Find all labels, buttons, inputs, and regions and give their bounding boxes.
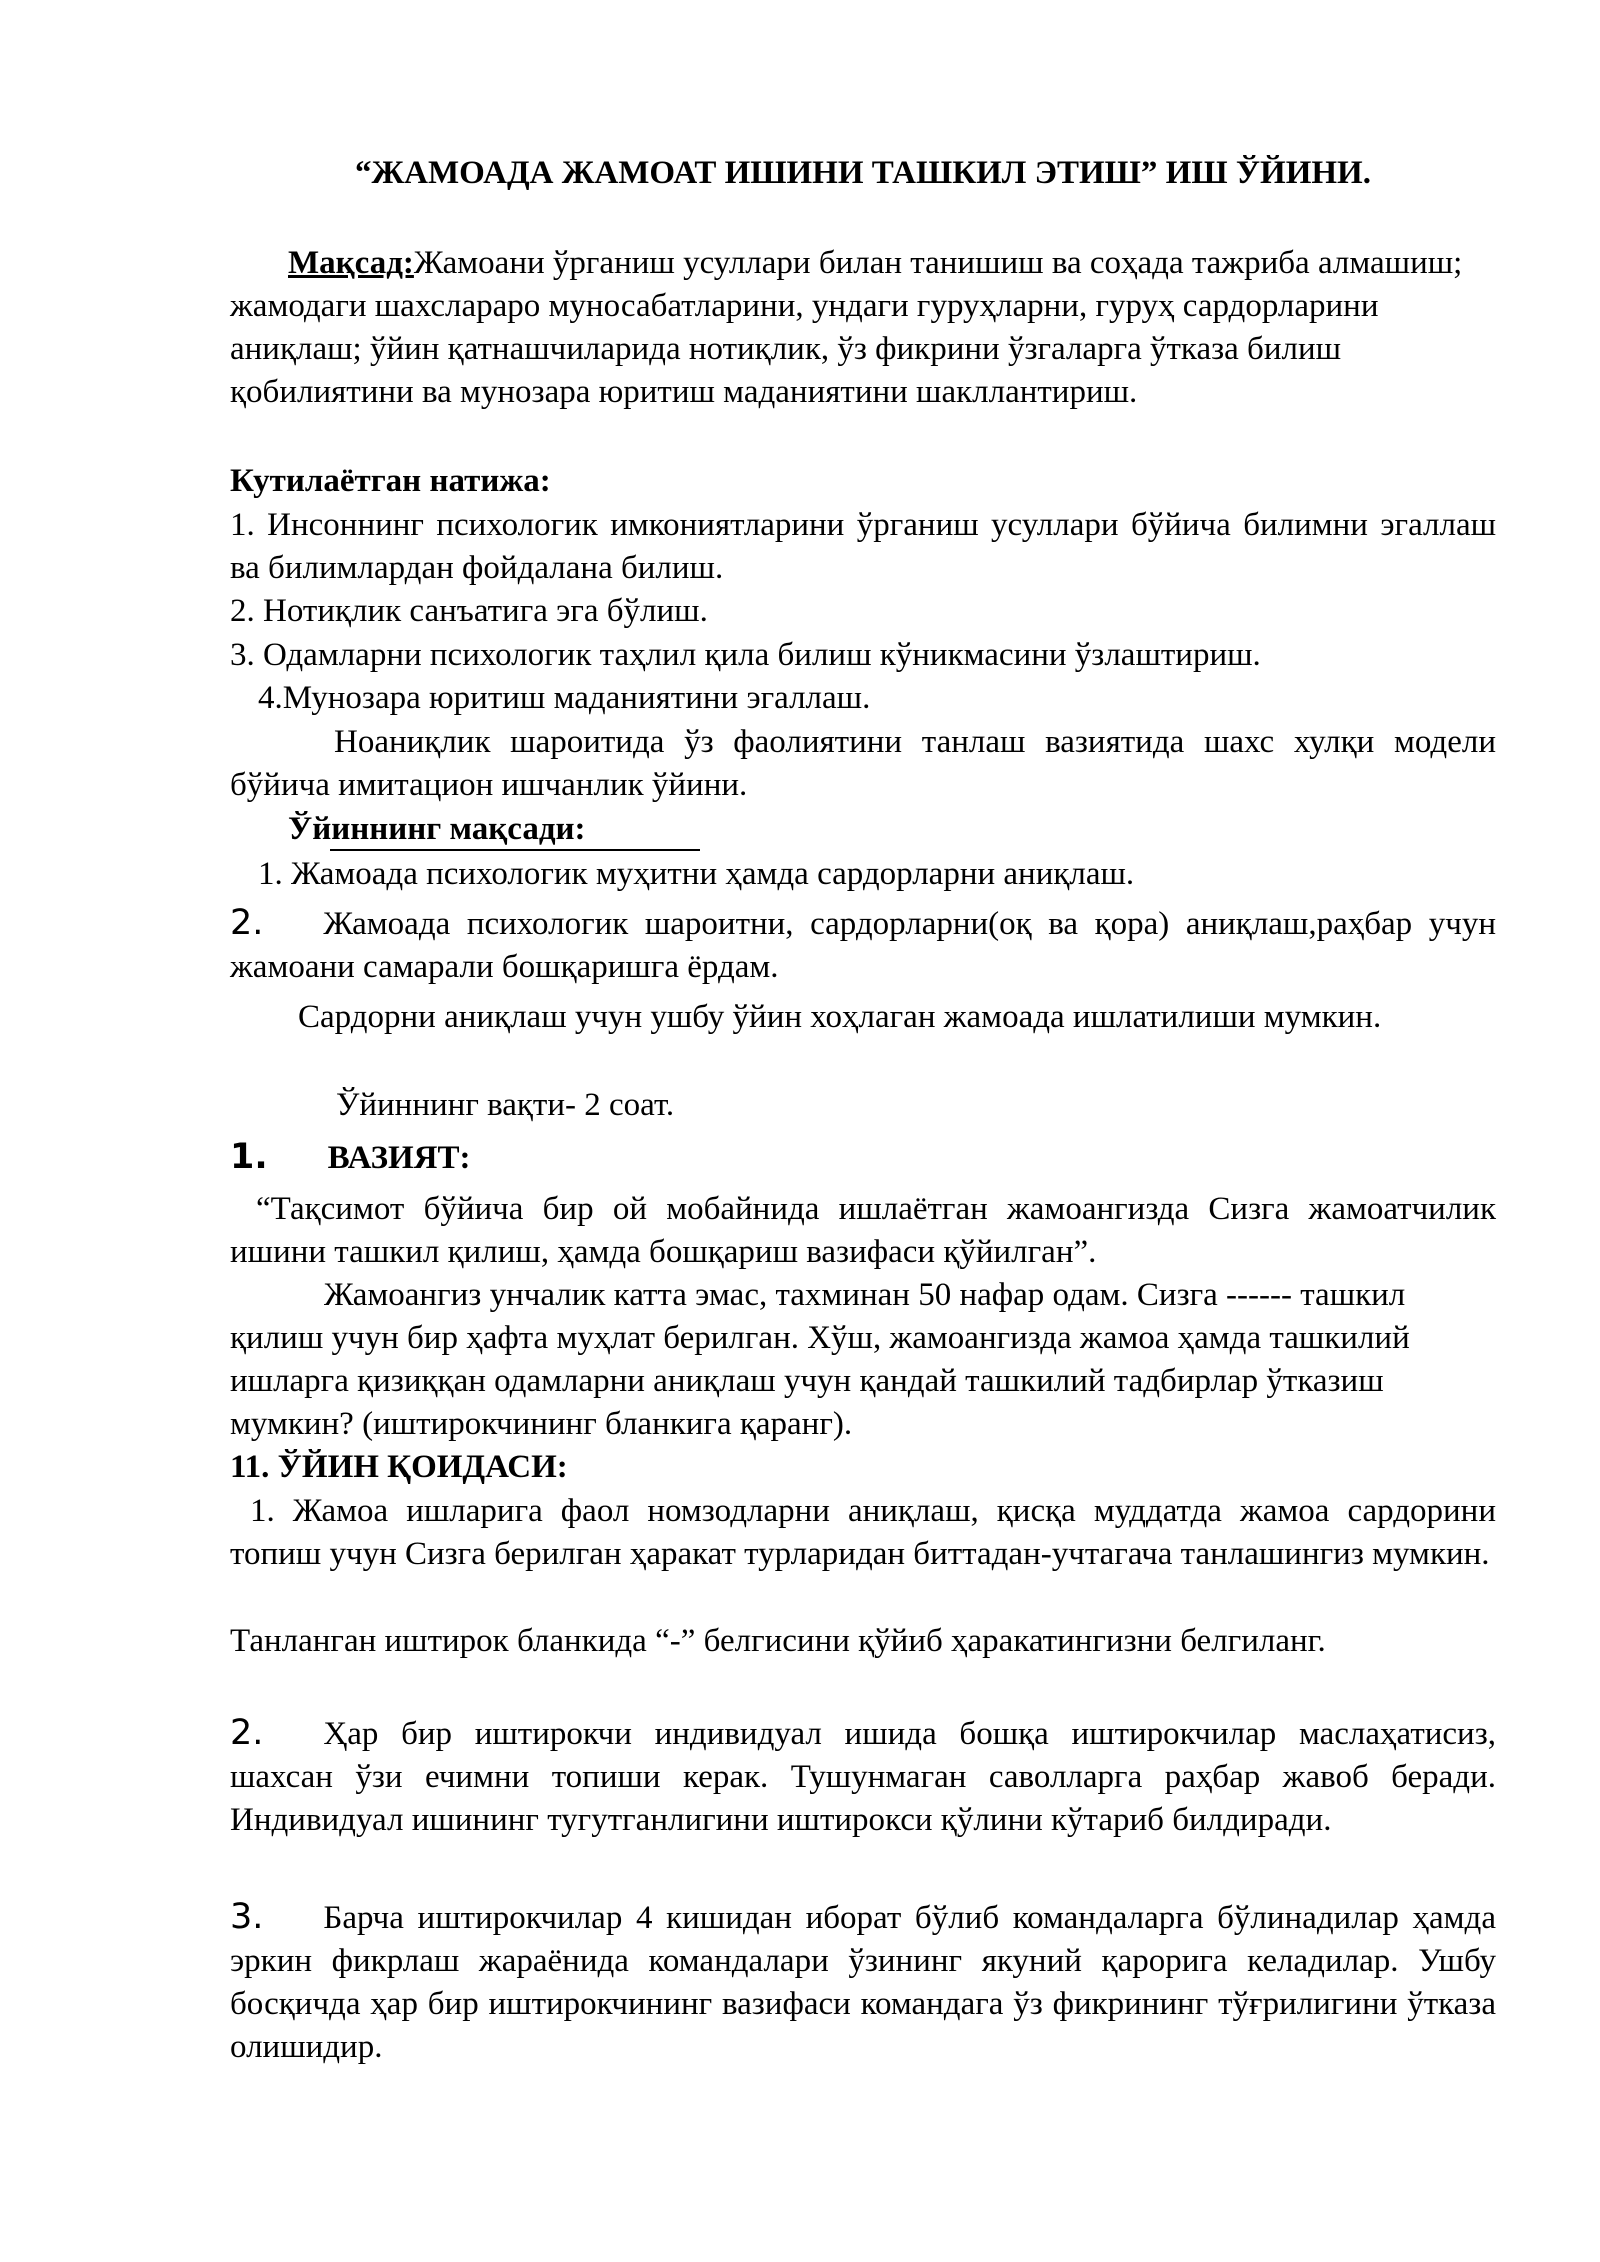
rule-2-text: Ҳар бир иштирокчи индивидуал ишида бошқа иштирокчилар маслаҳатисиз, шахсан ўзи ечимни топиши керак. Тушунмаган саволларга раҳбар жавоб беради. Индивидуал ишининг тугутганлигини иштирокси қўлини кўтариб билдиради.	[230, 1716, 1496, 1838]
situation-quote: “Тақсимот бўйича бир ой мобайнида ишлаётган жамоангизда Сизга жамоатчилик ишини ташкил қилиш, ҳамда бошқариш вазифаси қўйилган”.	[230, 1191, 1496, 1270]
intro-paragraph: Ноаниқлик шароитида ўз фаолиятини танлаш вазиятида шахс хулқи модели бўйича имитацион ишчанлик ўйини.	[230, 724, 1496, 803]
rule-3-text: Барча иштирокчилар 4 кишидан иборат бўлиб командаларга бўлинадилар ҳамда эркин фикрлаш жараёнида командалари ўзининг якуний қарорига келадилар. Ушбу босқичда ҳар бир иштирокчининг вазифаси командага ўз фикрининг тўғрилигини ўтказа олишидир.	[230, 1900, 1496, 2065]
expected-heading: Кутилаётган натижа:	[230, 463, 551, 499]
rule-2	[230, 1712, 1496, 1842]
duration-line: Ўйиннинг вақти- 2 соат.	[336, 1087, 675, 1123]
document-title: “ЖАМОАДА ЖАМОАТ ИШИНИ ТАШКИЛ ЭТИШ” ИШ ЎЙИНИ.	[355, 155, 1371, 191]
game-goal-item-2-text: Жамоада психологик шароитни, сардорларни(оқ ва қора) аниқлаш,раҳбар учун жамоани самарали бошқаришга ёрдам.	[230, 906, 1496, 985]
game-goal-item-1: 1. Жамоада психологик муҳитни ҳамда сардорларни аниқлаш.	[258, 856, 1135, 892]
expected-item-2: 2. Нотиқлик санъатига эга бўлиш.	[230, 593, 708, 629]
game-goal-item-2-number: 2.	[230, 903, 264, 943]
game-goal-heading: Ўйиннинг мақсади:	[288, 811, 586, 847]
situation-number: 1.	[230, 1137, 268, 1177]
situation-heading	[230, 1136, 1496, 1180]
situation-heading-text: ВАЗИЯТ:	[327, 1140, 471, 1176]
heading-underline	[330, 849, 700, 851]
rule-3	[230, 1896, 1496, 2069]
expected-item-3: 3. Одамларни психологик таҳлил қила билиш кўникмасини ўзлаштириш.	[230, 637, 1261, 673]
usage-paragraph: Сардорни аниқлаш учун ушбу ўйин хоҳлаган жамоада ишлатилиши мумкин.	[298, 999, 1382, 1035]
rules-heading: 11. ЎЙИН ҚОИДАСИ:	[230, 1449, 568, 1485]
rule-2-number: 2.	[230, 1713, 264, 1753]
game-goal-item-2	[230, 902, 1496, 989]
expected-item-4: 4.Мунозара юритиш маданиятини эгаллаш.	[258, 680, 871, 716]
rule-1: 1. Жамоа ишларига фаол номзодларни аниқлаш, қисқа муддатда жамоа сардорини топиш учун Сизга берилган ҳаракат турларидан биттадан-учтагача танлашингиз мумкин.	[230, 1493, 1496, 1572]
rule-3-number: 3.	[230, 1897, 264, 1937]
goal-text: Жамоани ўрганиш усуллари билан танишиш ва соҳада тажриба алмашиш; жамодаги шахслараро муносабатларини, ундаги гуруҳларни, гуруҳ сардорларини аниқлаш; ўйин қатнашчиларида нотиқлик, ўз фикрини ўзгаларга ўтказа билиш қобилиятини ва мунозара юритиш маданиятини шакллантириш.	[230, 245, 1463, 410]
situation-text: Жамоангиз унчалик катта эмас, тахминан 50 нафар одам. Сизга ------ ташкил қилиш учун бир ҳафта муҳлат берилган. Хўш, жамоангизда жамоа ҳамда ташкилий ишларга қизиққан одамларни аниқлаш учун қандай ташкилий тадбирлар ўтказиш мумкин? (иштирокчининг бланкига қаранг).	[230, 1277, 1410, 1442]
expected-item-1: 1. Инсоннинг психологик имкониятларини ўрганиш усуллари бўйича билимни эгаллаш ва билимлардан фойдалана билиш.	[230, 507, 1496, 586]
rule-1-note: Танланган иштирок бланкида “-” белгисини қўйиб ҳаракатингизни белгиланг.	[230, 1623, 1326, 1659]
goal-label: Мақсад:	[288, 245, 414, 281]
goal-paragraph	[230, 242, 1496, 414]
